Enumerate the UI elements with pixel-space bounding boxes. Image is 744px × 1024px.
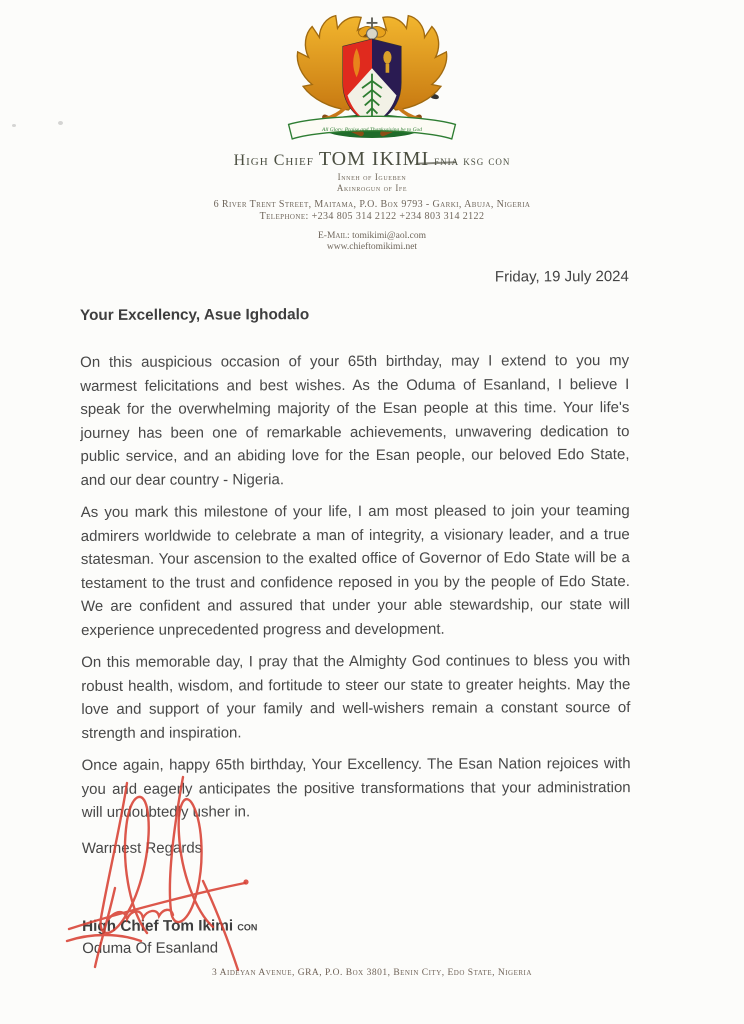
signatory-title: Oduma Of Esanland (82, 938, 219, 957)
signature-block (82, 914, 631, 960)
email-label: E-Mail: (317, 231, 350, 241)
signatory-honor: con (237, 918, 258, 933)
paragraph-1: On this auspicious occasion of your 65th birthday, may I extend to you my warmest felicitations and best wishes. As the Oduma of Esanland, I believe I speak for the overwhelming majority of the Esan people at this time. Your life's journey has been one of remarkable achievements, unwavering dedication to public service, and an abiding love for the Esan people, our beloved Edo State, and our dear country - Nigeria. (80, 352, 630, 489)
scan-speck (58, 121, 63, 125)
footer-address: 3 Aideyan Avenue, GRA, P.O. Box 3801, Benin City, Edo State, Nigeria (212, 968, 532, 978)
letterhead (0, 148, 744, 253)
signatory-name (82, 914, 631, 938)
scan-speck (12, 124, 16, 127)
shield-ornament-right (383, 51, 391, 64)
crest-banner-text: All Glory, Praise and Thanksgiving be to God (322, 126, 422, 133)
letterhead-telephone: Telephone: +234 805 314 2122 +234 803 314 2122 (259, 210, 485, 222)
letterhead-name (0, 148, 744, 172)
letterhead-name-main: TOM IKIMI (318, 148, 430, 170)
crest-emblem (272, 12, 472, 148)
salutation: Your Excellency, Asue Ighodalo (79, 306, 310, 324)
letterhead-email-line (0, 231, 744, 242)
letterhead-subtitle-2: Akinrogun of Ife (336, 182, 408, 193)
letterhead-subtitle-1: Inneh of Igueben (337, 172, 407, 182)
paragraph-3: On this memorable day, I pray that the Almighty God continues to bless you with robust health, wisdom, and fortitude to steer our state to greater heights. May the love and support of your family and well-wishers remain a constant source of strength and inspiration. (81, 652, 631, 742)
crest-torse (367, 28, 378, 39)
letterhead-address: 6 River Trent Street, Maitama, P.O. Box 9793 - Garki, Abuja, Nigeria (213, 199, 531, 210)
paragraph-2: As you mark this milestone of your life, I am most pleased to join your teaming admirers worldwide to celebrate a man of integrity, a visionary leader, and a true statesman. Your ascension to the exalted office of Governor of Edo State will be a testament to the trust and confidence reposed in you by the people of Edo State. We are confident and assured that under your able stewardship, our state will experience unprecedented progress and development. (80, 502, 631, 639)
letter-date: Friday, 19 July 2024 (494, 268, 629, 286)
signatory-name-text: High Chief Tom Ikimi (82, 916, 238, 935)
letterhead-website: www.chieftomikimi.net (326, 242, 418, 252)
shield-ornament-right (386, 64, 390, 73)
letterhead-name-honors: fnia ksg con (434, 154, 511, 168)
coat-of-arms (272, 12, 472, 153)
letterhead-name-prefix: High Chief (233, 152, 314, 169)
paragraph-4: Once again, happy 65th birthday, Your Excellency. The Esan Nation rejoices with you and eagerly anticipates the positive transformations that your administration will undoubtedly usher in. (81, 755, 631, 821)
email-address: tomikimi@aol.com (352, 231, 426, 241)
closing: Warmest Regards (81, 839, 203, 857)
letter-body (80, 249, 631, 959)
